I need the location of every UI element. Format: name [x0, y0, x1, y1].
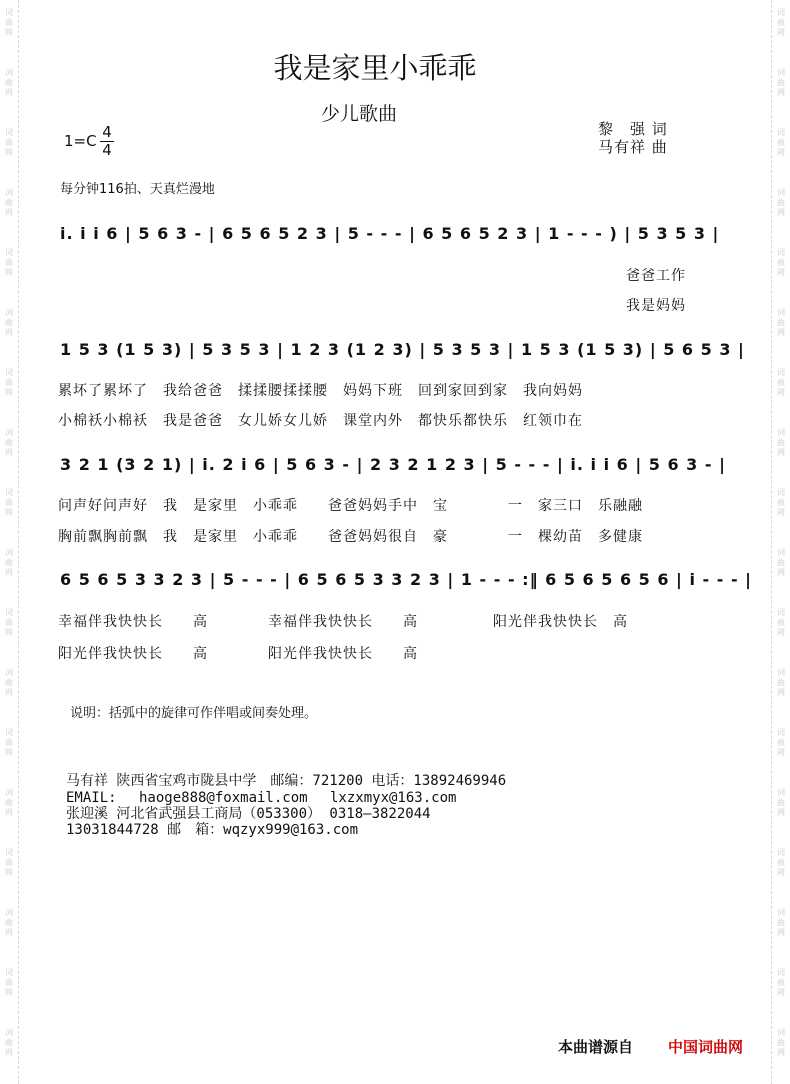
- watermark-mark: 词 曲 网: [777, 308, 785, 337]
- lyric-line-3a: 问声好问声好 我 是家里 小乖乖 爸爸妈妈手中 宝 一 家三口 乐融融: [58, 498, 643, 514]
- watermark-mark: 词 曲 网: [5, 128, 13, 157]
- key-signature: 1=C: [64, 132, 97, 150]
- watermark-mark: 词 曲 网: [5, 548, 13, 577]
- watermark-mark: 词 曲 网: [777, 188, 785, 217]
- contact-line-1: 马有祥 陕西省宝鸡市陇县中学 邮编：721200 电话：13892469946: [66, 773, 507, 789]
- contact-line-2: EMAIL: haoge888@foxmail.com lxzxmyx@163.com: [66, 790, 457, 806]
- watermark-mark: 词 曲 网: [5, 728, 13, 757]
- performance-note: 说明：括弧中的旋律可作伴唱或间奏处理。: [70, 706, 318, 721]
- lyric-line-2b: 小棉袄小棉袄 我是爸爸 女儿娇女儿娇 课堂内外 都快乐都快乐 红领巾在: [58, 413, 583, 429]
- lyric-line-2a: 累坏了累坏了 我给爸爸 揉揉腰揉揉腰 妈妈下班 回到家回到家 我向妈妈: [58, 383, 583, 399]
- source-site-link[interactable]: 中国词曲网: [668, 1038, 744, 1056]
- watermark-mark: 词 曲 网: [5, 368, 13, 397]
- contact-line-3: 张迎溪 河北省武强县工商局（053300） 0318—3822044: [66, 806, 431, 822]
- watermark-mark: 词 曲 网: [777, 788, 785, 817]
- watermark-mark: 词 曲 网: [777, 248, 785, 277]
- watermark-mark: 词 曲 网: [5, 968, 13, 997]
- watermark-mark: 词 曲 网: [777, 668, 785, 697]
- notation-line-1: i. i i 6 | 5 6 3 - | 6 5 6 5 2 3 | 5 - - - | 6 5 6 5 2 3 | 1 - - - ) | 5 3 5 3 |: [60, 224, 720, 243]
- lyric-line-1b: 我是妈妈: [626, 298, 686, 314]
- composer-credit: 马有祥 曲: [598, 138, 668, 156]
- watermark-mark: 词 曲 网: [5, 908, 13, 937]
- lyric-line-4a: 幸福伴我快快长 高 幸福伴我快快长 高 阳光伴我快快长 高: [58, 614, 628, 630]
- notation-line-4: 6 5 6 5 3 3 2 3 | 5 - - - | 6 5 6 5 3 3 2 3 | 1 - - - :‖ 6 5 6 5 6 5 6 | i - - - |: [60, 570, 752, 589]
- watermark-mark: 词 曲 网: [777, 128, 785, 157]
- watermark-mark: 词 曲 网: [5, 248, 13, 277]
- lyric-line-3b: 胸前飘胸前飘 我 是家里 小乖乖 爸爸妈妈很自 豪 一 棵幼苗 多健康: [58, 529, 643, 545]
- notation-line-3: 3 2 1 (3 2 1) | i. 2 i 6 | 5 6 3 - | 2 3 2 1 2 3 | 5 - - - | i. i i 6 | 5 6 3 - |: [60, 455, 726, 474]
- lyric-line-4b: 阳光伴我快快长 高 阳光伴我快快长 高: [58, 646, 418, 662]
- song-title: 我是家里小乖乖: [273, 51, 477, 85]
- watermark-mark: 词 曲 网: [777, 968, 785, 997]
- watermark-mark: 词 曲 网: [5, 428, 13, 457]
- notation-line-2: 1 5 3 (1 5 3) | 5 3 5 3 | 1 2 3 (1 2 3) | 5 3 5 3 | 1 5 3 (1 5 3) | 5 6 5 3 |: [60, 340, 745, 359]
- watermark-mark: 词 曲 网: [5, 188, 13, 217]
- watermark-mark: 词 曲 网: [777, 68, 785, 97]
- watermark-mark: 词 曲 网: [5, 788, 13, 817]
- watermark-mark: 词 曲 网: [5, 488, 13, 517]
- time-signature-bottom: 4: [102, 141, 112, 159]
- watermark-mark: 词 曲 网: [5, 68, 13, 97]
- watermark-mark: 词 曲 网: [5, 1028, 13, 1057]
- contact-line-4: 13031844728 邮 箱：wqzyx999@163.com: [66, 822, 359, 838]
- watermark-mark: 词 曲 网: [777, 548, 785, 577]
- watermark-mark: 词 曲 网: [777, 488, 785, 517]
- time-signature: [100, 124, 114, 159]
- source-label: 本曲谱源自: [558, 1038, 634, 1056]
- tempo-marking: 每分钟116拍、天真烂漫地: [60, 182, 215, 197]
- watermark-mark: 词 曲 网: [5, 8, 13, 37]
- song-subtitle: 少儿歌曲: [320, 103, 397, 125]
- watermark-mark: 词 曲 网: [777, 908, 785, 937]
- watermark-mark: 词 曲 网: [5, 308, 13, 337]
- watermark-mark: 词 曲 网: [777, 8, 785, 37]
- lyricist-credit: 黎 强 词: [598, 120, 668, 138]
- watermark-mark: 词 曲 网: [777, 1028, 785, 1057]
- time-signature-top: 4: [100, 124, 114, 142]
- watermark-mark: 词 曲 网: [777, 848, 785, 877]
- watermark-mark: 词 曲 网: [777, 428, 785, 457]
- watermark-mark: 词 曲 网: [5, 668, 13, 697]
- watermark-mark: 词 曲 网: [777, 728, 785, 757]
- watermark-mark: 词 曲 网: [777, 608, 785, 637]
- lyric-line-1a: 爸爸工作: [626, 268, 686, 284]
- watermark-mark: 词 曲 网: [777, 368, 785, 397]
- watermark-mark: 词 曲 网: [5, 608, 13, 637]
- watermark-mark: 词 曲 网: [5, 848, 13, 877]
